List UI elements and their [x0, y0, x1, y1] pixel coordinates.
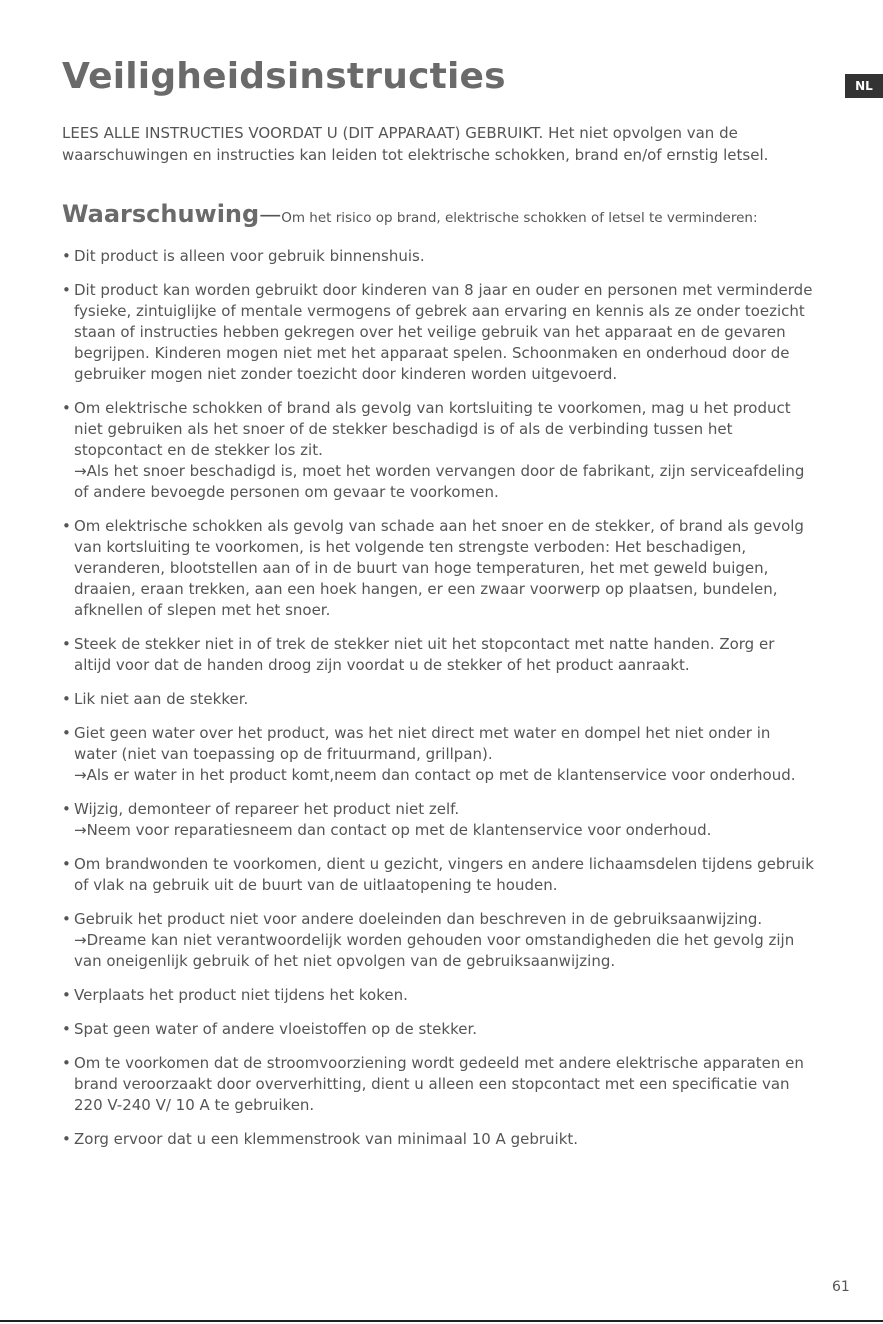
language-badge: NL	[845, 74, 883, 98]
list-item-text: Dit product is alleen voor gebruik binnenshuis.	[74, 247, 425, 265]
list-item	[62, 634, 814, 676]
list-item-text: Om elektrische schokken als gevolg van schade aan het snoer en de stekker, of brand als gevolg van kortsluiting te voorkomen, is het volgende ten strengste verboden: Het beschadigen, veranderen, blootstellen aan of in de buurt van hoge temperaturen, het met geweld buigen, draaien, eraan trekken, aan een hoek hangen, er een zwaar voorwerp op plaatsen, bundelen, afknellen of slepen met het snoer.	[74, 517, 804, 619]
list-item-note: →Als het snoer beschadigd is, moet het worden vervangen door de fabrikant, zijn serviceafdeling of andere bevoegde personen om gevaar te voorkomen.	[74, 462, 805, 501]
list-item	[62, 1053, 814, 1116]
bullet-icon: •	[62, 986, 71, 1004]
warning-subtext: Om het risico op brand, elektrische schokken of letsel te verminderen:	[281, 210, 758, 226]
bullet-icon: •	[62, 690, 71, 708]
list-item	[62, 1129, 814, 1150]
list-item-note: →Neem voor reparatiesneem dan contact op met de klantenservice voor onderhoud.	[74, 821, 712, 839]
list-item	[62, 723, 814, 786]
warning-heading: Waarschuwing	[62, 200, 260, 228]
list-item-text: Om te voorkomen dat de stroomvoorziening wordt gedeeld met andere elektrische apparaten en brand veroorzaakt door oververhitting, dient u alleen een stopcontact met een specificatie van 220 V-240 V/ 10 A te gebruiken.	[74, 1054, 804, 1114]
bullet-icon: •	[62, 281, 71, 299]
list-item	[62, 398, 814, 503]
list-item	[62, 799, 814, 841]
bullet-icon: •	[62, 855, 71, 873]
list-item	[62, 246, 814, 267]
bullet-icon: •	[62, 800, 71, 818]
bullet-icon: •	[62, 247, 71, 265]
list-item-text: Gebruik het product niet voor andere doeleinden dan beschreven in de gebruiksaanwijzing.	[74, 910, 763, 928]
bullet-icon: •	[62, 399, 71, 417]
list-item-note: →Dreame kan niet verantwoordelijk worden gehouden voor omstandigheden die het gevolg zijn van oneigenlijk gebruik of het niet opvolgen van de gebruiksaanwijzing.	[74, 931, 795, 970]
list-item	[62, 280, 814, 385]
list-item-text: Om brandwonden te voorkomen, dient u gezicht, vingers en andere lichaamsdelen tijdens gebruik of vlak na gebruik uit de buurt van de uitlaatopening te houden.	[74, 855, 814, 894]
bullet-icon: •	[62, 910, 71, 928]
list-item	[62, 689, 814, 710]
page-number: 61	[832, 1279, 850, 1295]
list-item	[62, 985, 814, 1006]
list-item-text: Wijzig, demonteer of repareer het product niet zelf.	[74, 800, 460, 818]
warning-dash: —	[259, 203, 282, 228]
list-item-text: Zorg ervoor dat u een klemmenstrook van minimaal 10 A gebruikt.	[74, 1130, 579, 1148]
list-item-text: Lik niet aan de stekker.	[74, 690, 249, 708]
list-item-note: →Als er water in het product komt,neem dan contact op met de klantenservice voor onderhoud.	[74, 766, 796, 784]
intro-paragraph: LEES ALLE INSTRUCTIES VOORDAT U (DIT APPARAAT) GEBRUIKT. Het niet opvolgen van de waarschuwingen en instructies kan leiden tot elektrische schokken, brand en/of ernstig letsel.	[62, 124, 769, 164]
bullet-icon: •	[62, 1054, 71, 1072]
list-item-text: Verplaats het product niet tijdens het koken.	[74, 986, 408, 1004]
list-item	[62, 1019, 814, 1040]
bullet-icon: •	[62, 1020, 71, 1038]
list-item	[62, 909, 814, 972]
list-item-text: Dit product kan worden gebruikt door kinderen van 8 jaar en ouder en personen met verminderde fysieke, zintuiglijke of mentale vermogens of gebrek aan ervaring en kennis als ze onder toezicht staan of instructies hebben gekregen over het veilige gebruik van het apparaat en de gevaren begrijpen. Kinderen mogen niet met het apparaat spelen. Schoonmaken en onderhoud door de gebruiker mogen niet zonder toezicht door kinderen worden uitgevoerd.	[74, 281, 813, 383]
warning-heading-line	[62, 200, 862, 228]
page-title: Veiligheidsinstructies	[62, 56, 506, 97]
list-item-text: Spat geen water of andere vloeistoffen op de stekker.	[74, 1020, 478, 1038]
list-item-text: Om elektrische schokken of brand als gevolg van kortsluiting te voorkomen, mag u het product niet gebruiken als het snoer of de stekker beschadigd is of als de verbinding tussen het stopcontact en de stekker los zit.	[74, 399, 791, 459]
bullet-icon: •	[62, 724, 71, 742]
bullet-icon: •	[62, 1130, 71, 1148]
list-item	[62, 854, 814, 896]
list-item-text: Giet geen water over het product, was het niet direct met water en dompel het niet onder in water (niet van toepassing op de frituurmand, grillpan).	[74, 724, 771, 763]
bullet-icon: •	[62, 635, 71, 653]
safety-instruction-list	[62, 246, 814, 1163]
list-item-text: Steek de stekker niet in of trek de stekker niet uit het stopcontact met natte handen. Zorg er altijd voor dat de handen droog zijn voordat u de stekker of het product aanraakt.	[74, 635, 775, 674]
bottom-rule	[0, 1320, 883, 1322]
bullet-icon: •	[62, 517, 71, 535]
list-item	[62, 516, 814, 621]
